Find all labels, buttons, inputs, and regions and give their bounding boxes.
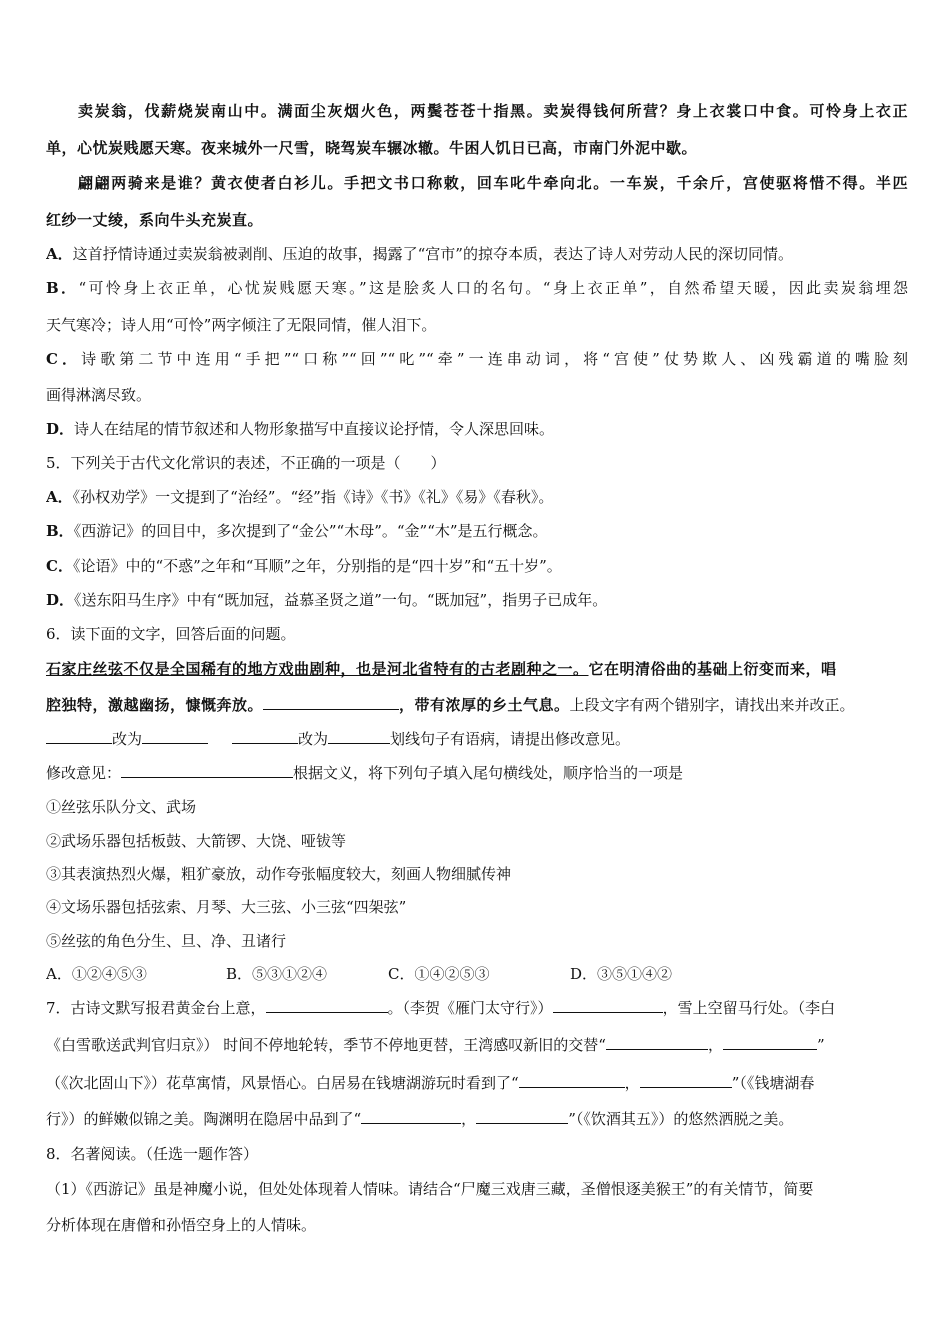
q7-text: 行》）的鲜嫩似锦之美。陶渊明在隐居中品到了“	[46, 1110, 362, 1128]
answer-blank[interactable]	[476, 1109, 568, 1124]
question-5-stem: 5．下列关于古代文化常识的表述，不正确的一项是（ ）	[46, 454, 446, 472]
option-c-cont: 画得淋漓尽致。	[46, 386, 152, 404]
q7-text: ”（《钱塘湖春	[731, 1074, 815, 1092]
question-8-stem: 8．名著阅读。（任选一题作答）	[46, 1145, 259, 1163]
answer-blank[interactable]	[142, 729, 208, 744]
choice-c: C．①④②⑤③	[388, 965, 490, 983]
answer-blank[interactable]	[606, 1035, 708, 1050]
option-text: 诗人在结尾的情节叙述和人物形象描写中直接议论抒情，令人深思回味。	[74, 420, 555, 438]
q7-text: ”（《饮酒其五》）的悠然洒脱之美。	[568, 1110, 794, 1128]
option-label: C．	[46, 557, 73, 575]
answer-blank[interactable]	[121, 763, 293, 778]
q7-text: ，雪上空留马行处。（李白	[662, 999, 836, 1017]
option-text: 《论语》中的“不惑”之年和“耳顺”之年，分别指的是“四十岁”和“五十岁”。	[72, 557, 562, 575]
choice-d: D．③⑤①④②	[570, 965, 673, 983]
answer-blank[interactable]	[519, 1073, 625, 1088]
q7-text: 《白雪歌送武判官归京》） 时间不停地轮转，季节不停地更替，王湾感叹新旧的交替“	[46, 1036, 606, 1054]
option-label: B．	[46, 522, 74, 540]
list-item: ③其表演热烈火爆，粗犷豪放，动作夸张幅度较大，刻画人物细腻传神	[46, 865, 512, 883]
answer-blank[interactable]	[232, 729, 298, 744]
advice-label: 修改意见：	[46, 764, 122, 782]
option-text: 这首抒情诗通过卖炭翁被剥削、压迫的故事，揭露了“宫市”的掠夺本质，表达了诗人对劳动人民的深切同情。	[72, 245, 793, 263]
question-8-text: 分析体现在唐僧和孙悟空身上的人情味。	[46, 1216, 317, 1234]
answer-blank[interactable]	[361, 1109, 461, 1124]
question-7-line	[46, 1073, 908, 1093]
answer-blank[interactable]	[266, 998, 388, 1013]
question-7-line	[46, 998, 908, 1018]
answer-blank[interactable]	[263, 695, 399, 710]
option-text: 《孙权劝学》一文提到了“治经”。“经”指《诗》《书》《礼》《易》《春秋》。	[72, 488, 554, 506]
poem-line: 红纱一丈绫，系向牛头充炭直。	[46, 211, 264, 229]
option-text: 《西游记》的回目中，多次提到了“金公”“木母”。“金”“木”是五行概念。	[73, 522, 548, 540]
passage-line	[46, 659, 908, 679]
correction-label: 改为	[298, 730, 329, 748]
answer-blank[interactable]	[723, 1035, 817, 1050]
option-label: A．	[46, 488, 73, 506]
answer-blank[interactable]	[328, 729, 390, 744]
poem-line: 单，心忧炭贱愿天寒。夜来城外一尺雪，晓驾炭车辗冰辙。牛困人饥日已高，市南门外泥中歇。	[46, 139, 698, 157]
option-label: A．	[46, 245, 73, 263]
correction-line	[46, 729, 908, 749]
list-item: ④文场乐器包括弦索、月琴、大三弦、小三弦“四架弦”	[46, 898, 407, 916]
option-label: B．	[46, 279, 79, 297]
answer-blank[interactable]	[640, 1073, 732, 1088]
q7-text: ，	[461, 1110, 477, 1128]
option-text: 《送东阳马生序》中有“既加冠，益慕圣贤之道”一句。“既加冠”，指男子已成年。	[74, 591, 608, 609]
passage-text: ，带有浓厚的乡土气息。	[399, 696, 570, 714]
q7-text: ”	[816, 1036, 825, 1054]
option-a	[46, 244, 908, 264]
instruction-text: 上段文字有两个错别字，请找出来并改正。	[569, 696, 855, 714]
question-7-line	[46, 1035, 908, 1055]
passage-line	[46, 695, 908, 715]
option-b-cont: 天气寒冷；诗人用“可怜”两字倾注了无限同情，催人泪下。	[46, 316, 437, 334]
option-c	[46, 556, 908, 576]
choice-row	[46, 964, 908, 984]
option-b	[46, 521, 908, 541]
q7-text: ，	[707, 1036, 723, 1054]
option-text: 诗歌第二节中连用“手把”“口称”“回”“叱”“牵”一连串动词，将“宫使”仗势欺人、凶残霸道的嘴脸刻	[81, 350, 908, 368]
passage-text: 它在明清俗曲的基础上衍变而来，唱	[588, 660, 837, 678]
option-a	[46, 487, 908, 507]
option-c	[46, 349, 908, 369]
option-d	[46, 419, 908, 439]
list-item: ⑤丝弦的角色分生、旦、净、丑诸行	[46, 932, 287, 950]
option-d	[46, 590, 908, 610]
underlined-sentence: 石家庄丝弦不仅是全国稀有的地方戏曲剧种，也是河北省特有的古老剧种之一。	[46, 660, 589, 678]
choice-a: A．①②④⑤③	[46, 965, 147, 983]
instruction-text: 根据文义，将下列句子填入尾句横线处，顺序恰当的一项是	[293, 764, 684, 782]
q7-text: 7．古诗文默写报君黄金台上意，	[46, 999, 266, 1017]
list-item: ②武场乐器包括板鼓、大箭锣、大饶、哑钹等	[46, 832, 347, 850]
option-b	[46, 278, 908, 298]
correction-label: 改为	[112, 730, 143, 748]
question-7-line	[46, 1109, 908, 1129]
option-text: “可怜身上衣正单，心忧炭贱愿天寒。”这是脍炙人口的名句。“身上衣正单”，自然希望天暖，因此卖炭翁埋怨	[78, 279, 908, 297]
passage-text: 腔独特，激越幽扬，慷慨奔放。	[46, 696, 264, 714]
answer-blank[interactable]	[553, 998, 663, 1013]
poem-line: 翩翩两骑来是谁？黄衣使者白衫儿。手把文书口称敕，回车叱牛牵向北。一车炭，千余斤，宫使驱将惜不得。半匹	[78, 174, 908, 192]
poem-line: 卖炭翁，伐薪烧炭南山中。满面尘灰烟火色，两鬓苍苍十指黑。卖炭得钱何所营？身上衣裳口中食。可怜身上衣正	[78, 102, 908, 120]
list-item: ①丝弦乐队分文、武场	[46, 798, 197, 816]
q7-text: ，	[624, 1074, 640, 1092]
option-label: D．	[46, 591, 75, 609]
option-label: C．	[46, 350, 82, 368]
q7-text: （《次北固山下》）花草寓情，风景悟心。白居易在钱塘湖游玩时看到了“	[46, 1074, 519, 1092]
option-label: D．	[46, 420, 75, 438]
q7-text: 。（李贺《雁门太守行》）	[387, 999, 553, 1017]
instruction-text: 划线句子有语病，请提出修改意见。	[390, 730, 631, 748]
question-6-stem: 6．读下面的文字，回答后面的问题。	[46, 625, 296, 643]
answer-blank[interactable]	[46, 729, 112, 744]
choice-b: B．⑤③①②④	[226, 965, 328, 983]
question-8-text: （1）《西游记》虽是神魔小说，但处处体现着人情味。请结合“尸魔三戏唐三藏，圣僧恨逐美猴王”的有关情节，简要	[46, 1180, 814, 1198]
advice-line	[46, 763, 908, 783]
